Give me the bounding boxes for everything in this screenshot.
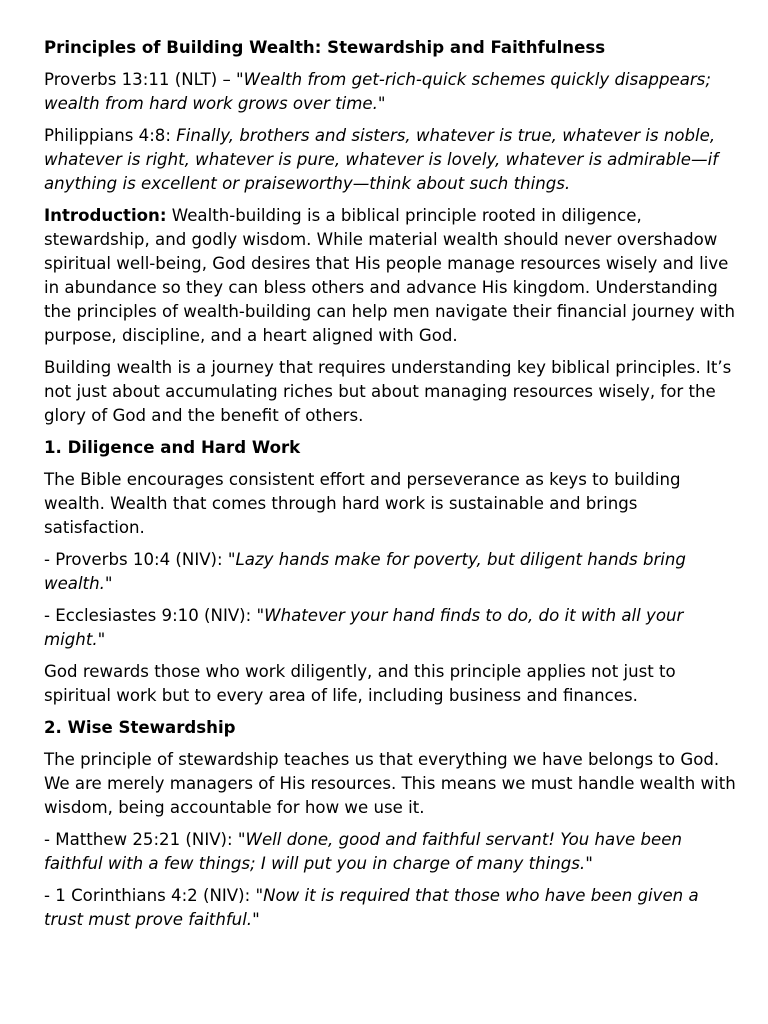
verse-reference: - Matthew 25:21 (NIV): (44, 830, 238, 849)
section-heading-diligence: 1. Diligence and Hard Work (44, 438, 301, 457)
verse-reference: - 1 Corinthians 4:2 (NIV): (44, 886, 256, 905)
introduction-label: Introduction: (44, 206, 167, 225)
verse-text: "Well done, good and faithful servant! You have been faithful with a few things; I will put you in charge of many things." (44, 830, 682, 873)
verse-reference: - Proverbs 10:4 (NIV): (44, 550, 228, 569)
section-body: The Bible encourages consistent effort and perseverance as keys to building wealth. Wealth that comes through hard work is sustainable and brings satisfaction. (44, 470, 681, 537)
section-heading-stewardship: 2. Wise Stewardship (44, 718, 236, 737)
verse-proverbs-13-11 (44, 68, 738, 116)
verse-proverbs-10-4 (44, 548, 738, 596)
section-body: The principle of stewardship teaches us that everything we have belongs to God. We are merely managers of His resources. This means we must handle wealth with wisdom, being accountable for how we use it. (44, 750, 736, 817)
section-closing: God rewards those who work diligently, and this principle applies not just to spiritual work but to every area of life, including business and finances. (44, 662, 676, 705)
verse-text: "Now it is required that those who have been given a trust must prove faithful." (44, 886, 699, 929)
verse-reference: Philippians 4:8: (44, 126, 177, 145)
verse-text: "Whatever your hand finds to do, do it with all your might." (44, 606, 684, 649)
introduction-paragraph-2: Building wealth is a journey that requires understanding key biblical principles. It’s not just about accumulating riches but about managing resources wisely, for the glory of God and the benefit of others. (44, 358, 732, 425)
verse-reference: - Ecclesiastes 9:10 (NIV): (44, 606, 257, 625)
verse-philippians-4-8 (44, 124, 738, 196)
verse-matthew-25-21 (44, 828, 738, 876)
verse-reference: Proverbs 13:11 (NLT) – (44, 70, 237, 89)
verse-1-corinthians-4-2 (44, 884, 738, 932)
introduction-paragraph (44, 204, 738, 348)
document-title: Principles of Building Wealth: Stewardship and Faithfulness (44, 38, 606, 57)
introduction-text: Wealth-building is a biblical principle rooted in diligence, stewardship, and godly wisdom. While material wealth should never overshadow spiritual well-being, God desires that His people manage resources wisely and live in abundance so they can bless others and advance His kingdom. Understanding the principles of wealth-building can help men navigate their financial journey with purpose, discipline, and a heart aligned with God. (44, 206, 735, 345)
verse-text: Finally, brothers and sisters, whatever is true, whatever is noble, whatever is right, whatever is pure, whatever is lovely, whatever is admirable—if anything is excellent or praiseworthy—think about such things. (44, 126, 719, 193)
verse-text: "Wealth from get-rich-quick schemes quickly disappears; wealth from hard work grows over time." (44, 70, 711, 113)
verse-text: "Lazy hands make for poverty, but diligent hands bring wealth." (44, 550, 686, 593)
verse-ecclesiastes-9-10 (44, 604, 738, 652)
